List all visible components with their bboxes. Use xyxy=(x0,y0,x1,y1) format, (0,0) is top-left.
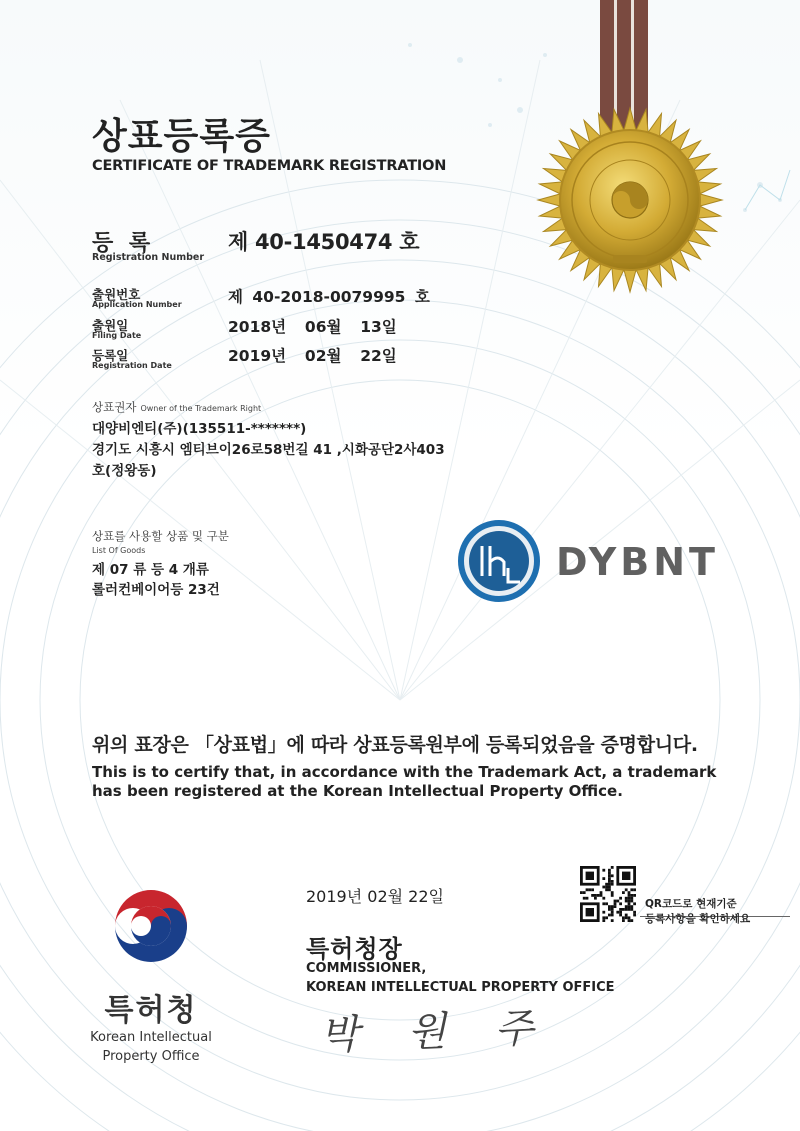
owner-line: 호(정왕동) xyxy=(92,463,157,479)
registration-number: 제 40-1450474 호 xyxy=(228,230,420,254)
office-name-korean: 특허청 xyxy=(104,993,198,1028)
goods-line: 롤러컨베이어등 23건 xyxy=(92,582,220,598)
signature: 박 원 주 xyxy=(319,1004,553,1060)
office-name-english: Korean Intellectual xyxy=(90,1030,212,1045)
commissioner-english: KOREAN INTELLECTUAL PROPERTY OFFICE xyxy=(306,980,615,995)
owner-label-en: Owner of the Trademark Right xyxy=(140,404,262,413)
certification-english-line: This is to certify that, in accordance with the Trademark Act, a trademark xyxy=(92,763,717,781)
owner-label xyxy=(92,399,261,415)
trademark-text: DYBNT xyxy=(556,540,719,584)
kipo-emblem-icon xyxy=(105,880,197,972)
registration-date: 2019년 02월 22일 xyxy=(228,347,397,365)
reg-date-label: 등록일 xyxy=(92,348,129,363)
owner-line: 대양비엔티(주)(135511-*******) xyxy=(92,421,307,437)
filing-label-en: Filing Date xyxy=(92,331,142,340)
issue-date: 2019년 02월 22일 xyxy=(306,887,444,906)
filing-label: 출원일 xyxy=(92,318,129,333)
commissioner-english: COMMISSIONER, xyxy=(306,961,427,976)
registration-label: 등 록 xyxy=(92,231,155,256)
title-english: CERTIFICATE OF TRADEMARK REGISTRATION xyxy=(92,158,447,174)
gold-seal-icon xyxy=(535,105,725,295)
goods-label-en: List Of Goods xyxy=(92,546,146,555)
application-label: 출원번호 xyxy=(92,287,141,302)
registration-label-en: Registration Number xyxy=(92,252,205,263)
qr-instruction: QR코드로 현재기준 xyxy=(645,898,737,910)
application-label-en: Application Number xyxy=(92,300,182,309)
commissioner-korean: 특허청장 xyxy=(306,935,403,963)
goods-label: 상표를 사용할 상품 및 구분 xyxy=(92,529,229,543)
filing-date: 2018년 06월 13일 xyxy=(228,318,397,336)
reg-date-label-en: Registration Date xyxy=(92,361,172,370)
owner-label-ko: 상표권자 xyxy=(92,400,137,414)
application-number: 제 40-2018-0079995 호 xyxy=(228,288,430,306)
certification-english-line: has been registered at the Korean Intellectual Property Office. xyxy=(92,782,623,800)
title-korean: 상표등록증 xyxy=(92,116,271,157)
owner-line: 경기도 시흥시 엠티브이26로58번길 41 ,시화공단2사403 xyxy=(92,442,445,458)
certification-korean: 위의 표장은 「상표법」에 따라 상표등록원부에 등록되었음을 증명합니다. xyxy=(92,734,698,756)
dybnt-logo-icon xyxy=(458,520,540,602)
goods-line: 제 07 류 등 4 개류 xyxy=(92,562,209,578)
qr-code-icon[interactable] xyxy=(580,866,636,922)
qr-instruction: 등록사항을 확인하세요 xyxy=(645,913,751,925)
office-name-english: Property Office xyxy=(102,1049,200,1064)
